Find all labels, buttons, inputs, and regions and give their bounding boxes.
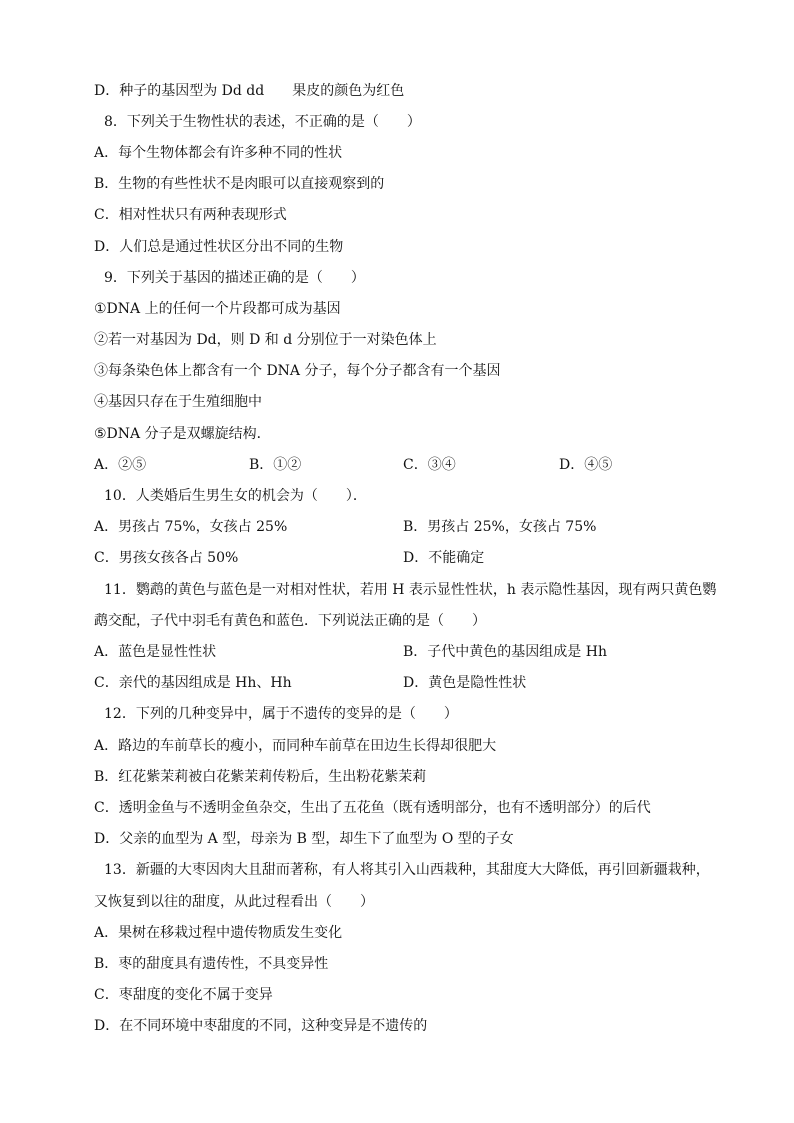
q13-option-d: D．在不同环境中枣甜度的不同，这种变异是不遗传的	[94, 1018, 428, 1034]
q11-option-b: B．子代中黄色的基因组成是 Hh	[403, 644, 607, 660]
q8-option-a: A．每个生物体都会有许多种不同的性状	[94, 145, 343, 161]
q12-option-d: D．父亲的血型为 A 型，母亲为 B 型，却生下了血型为 O 型的子女	[94, 831, 514, 847]
q7-option-d: D．种子的基因型为 Dd dd 果皮的颜色为红色	[94, 83, 405, 99]
q9-option-c: C．③④	[403, 457, 456, 473]
q9-statement-5: ⑤DNA 分子是双螺旋结构．	[94, 426, 271, 442]
q11-stem-line1: 11．鹦鹉的黄色与蓝色是一对相对性状，若用 H 表示显性性状，h 表示隐性基因，现有两只黄色鹦	[104, 582, 717, 598]
q8-stem: 8．下列关于生物性状的表述，不正确的是（ ）	[104, 114, 421, 130]
q11-option-d: D．黄色是隐性性状	[403, 675, 527, 691]
q11-stem-line2: 鹉交配，子代中羽毛有黄色和蓝色．下列说法正确的是（ ）	[94, 613, 486, 629]
q9-options-row	[94, 455, 714, 475]
q13-option-b: B．枣的甜度具有遗传性，不具变异性	[94, 956, 329, 972]
q13-stem-line1: 13．新疆的大枣因肉大且甜而著称，有人将其引入山西栽种，其甜度大大降低，再引回新疆栽种，	[104, 862, 710, 878]
q13-option-a: A．果树在移栽过程中遗传物质发生变化	[94, 925, 343, 941]
q11-option-a: A．蓝色是显性性状	[94, 644, 217, 660]
q9-statement-4: ④基因只存在于生殖细胞中	[94, 394, 262, 410]
q10-option-b: B．男孩占 25%，女孩占 75%	[403, 519, 597, 535]
q8-option-c: C．相对性状只有两种表现形式	[94, 207, 287, 223]
q13-stem-line2: 又恢复到以往的甜度，从此过程看出（ ）	[94, 894, 374, 910]
q8-option-b: B．生物的有些性状不是肉眼可以直接观察到的	[94, 176, 385, 192]
q9-option-b: B．①②	[249, 457, 302, 473]
q9-statement-1: ①DNA 上的任何一个片段都可成为基因	[94, 301, 341, 317]
q9-option-a: A．②⑤	[94, 457, 147, 473]
q9-option-d: D．④⑤	[559, 457, 613, 473]
q13-option-c: C．枣甜度的变化不属于变异	[94, 987, 273, 1003]
q12-stem: 12．下列的几种变异中，属于不遗传的变异的是（ ）	[104, 706, 458, 722]
q10-option-c: C．男孩女孩各占 50%	[94, 550, 239, 566]
q9-stem: 9．下列关于基因的描述正确的是（ ）	[104, 270, 365, 286]
q12-option-c: C．透明金鱼与不透明金鱼杂交，生出了五花鱼（既有透明部分，也有不透明部分）的后代	[94, 800, 651, 816]
q11-option-c: C．亲代的基因组成是 Hh、Hh	[94, 675, 292, 691]
q12-option-a: A．路边的车前草长的瘦小，而同种车前草在田边生长得却很肥大	[94, 738, 497, 754]
q9-statement-3: ③每条染色体上都含有一个 DNA 分子，每个分子都含有一个基因	[94, 363, 501, 379]
q12-option-b: B．红花紫茉莉被白花紫茉莉传粉后，生出粉花紫茉莉	[94, 769, 427, 785]
q8-option-d: D．人们总是通过性状区分出不同的生物	[94, 239, 344, 255]
q10-stem: 10．人类婚后生男生女的机会为（ ）．	[104, 488, 367, 504]
q10-option-a: A．男孩占 75%，女孩占 25%	[94, 519, 288, 535]
q10-option-d: D．不能确定	[403, 550, 485, 566]
q9-statement-2: ②若一对基因为 Dd，则 D 和 d 分别位于一对染色体上	[94, 332, 437, 348]
